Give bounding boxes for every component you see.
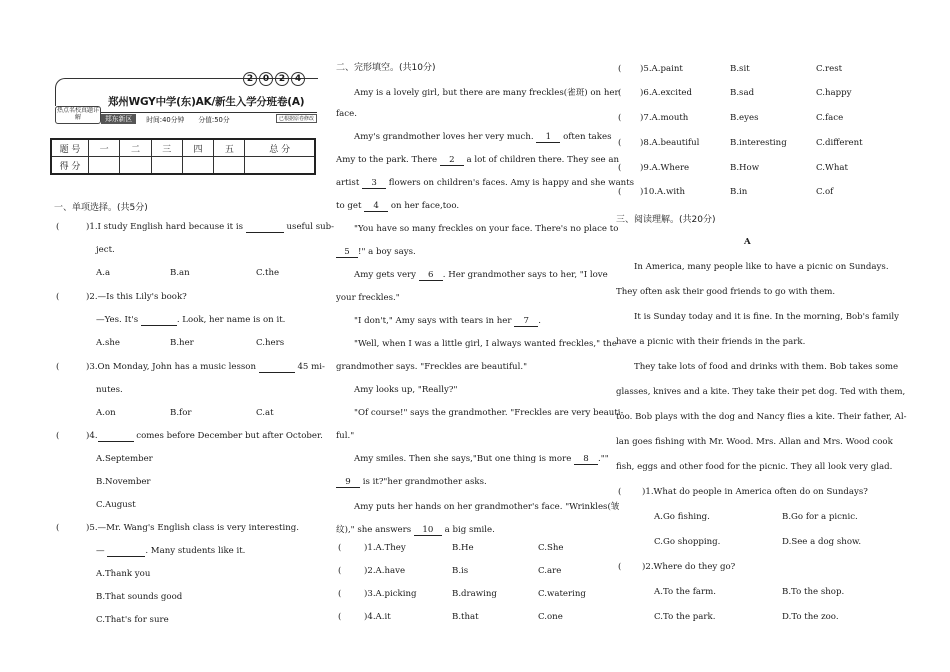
question-text: ject. [96, 245, 115, 255]
option[interactable]: B.That sounds good [96, 592, 183, 602]
option[interactable]: B.for [170, 408, 192, 418]
option[interactable]: C.different [816, 138, 863, 148]
answer-blank[interactable] [98, 431, 134, 442]
exam-header [55, 74, 317, 124]
score-input-cell[interactable] [214, 157, 245, 175]
passage-text: !" a boy says. [358, 247, 416, 257]
passage-line [354, 316, 541, 327]
answer-paren[interactable]: ( [56, 292, 60, 302]
passage-text: a big smile. [444, 525, 495, 535]
option[interactable]: B.sad [730, 88, 755, 98]
option[interactable]: B.in [730, 187, 748, 197]
passage-line: They often ask their good friends to go with them. [616, 287, 836, 297]
cloze-blank[interactable]: 8 [574, 454, 598, 465]
passage-line: "You have so many freckles on your face. There's no place to [354, 224, 619, 234]
cloze-blank[interactable]: 9 [336, 477, 360, 488]
option[interactable]: B.eyes [730, 113, 759, 123]
passage-text: 纹)," she answers [336, 525, 412, 535]
answer-paren[interactable]: ( [618, 64, 622, 74]
score-input-cell[interactable] [89, 157, 120, 175]
year-digit: 2 [243, 72, 257, 86]
passage-line: "Of course!" says the grandmother. "Freckles are very beauti- [354, 408, 624, 418]
option[interactable]: C.She [538, 543, 564, 553]
passage-line: In America, many people like to have a picnic on Sundays. [634, 262, 889, 272]
passage-line: have a picnic with their friends in the park. [616, 337, 806, 347]
answer-paren[interactable]: ( [618, 138, 622, 148]
score-input-cell[interactable] [245, 157, 315, 175]
passage-line: They take lots of food and drinks with them. Bob takes some [634, 362, 899, 372]
table-cell: 题 号 [51, 139, 89, 157]
table-cell: 四 [182, 139, 213, 157]
option[interactable]: B.her [170, 338, 194, 348]
option[interactable]: C.the [256, 268, 280, 278]
cloze-blank[interactable]: 6 [419, 270, 443, 281]
passage-text: Amy to the park. There [336, 155, 438, 165]
passage-line: It is Sunday today and it is fine. In the morning, Bob's family [634, 312, 899, 322]
score-table-score-row [51, 157, 315, 175]
option[interactable]: C.August [96, 500, 136, 510]
passage-line: Amy looks up, "Really?" [354, 385, 458, 395]
answer-paren[interactable]: ( [618, 562, 622, 572]
option[interactable]: B.He [452, 543, 474, 553]
part3-title: 三、阅读理解。(共20分) [616, 215, 716, 225]
question-text: )3.On Monday, John has a music lesson [86, 362, 256, 372]
question-4 [86, 431, 323, 442]
district-label: 郑东新区 [101, 114, 136, 124]
column-3 [612, 0, 907, 672]
option[interactable]: )3.A.picking [364, 589, 417, 599]
part2-title: 二、完形填空。(共10分) [336, 63, 436, 73]
question-3 [86, 362, 325, 373]
passage-text: to get [336, 201, 362, 211]
table-cell: 三 [151, 139, 182, 157]
option[interactable]: B.sit [730, 64, 750, 74]
cloze-blank[interactable]: 3 [362, 178, 386, 189]
answer-blank[interactable] [259, 362, 295, 373]
cloze-blank[interactable]: 2 [440, 155, 464, 166]
question-text [96, 546, 245, 557]
option[interactable]: C.happy [816, 88, 852, 98]
passage-text: on her face,too. [390, 201, 460, 211]
passage-line [336, 155, 619, 166]
answer-paren[interactable]: ( [56, 222, 60, 232]
answer-paren[interactable]: ( [338, 543, 342, 553]
passage-line: too. Bob plays with the dog and Nancy flies a kite. Their father, Al- [616, 412, 907, 422]
passage-line: grandmother says. "Freckles are beautiful." [336, 362, 528, 372]
passage-line [336, 247, 416, 258]
table-cell: 一 [89, 139, 120, 157]
option[interactable]: )7.A.mouth [640, 113, 689, 123]
question-text: comes before December but after October. [136, 431, 323, 441]
passage-line [336, 477, 487, 488]
question-text: 45 mi- [297, 362, 325, 372]
option[interactable]: A.To the farm. [654, 587, 717, 597]
option[interactable]: )6.A.excited [640, 88, 693, 98]
option[interactable]: A.on [96, 408, 116, 418]
option[interactable]: D.To the zoo. [782, 612, 839, 622]
question-1 [86, 222, 334, 233]
answer-paren[interactable]: ( [338, 589, 342, 599]
answer-paren[interactable]: ( [56, 362, 60, 372]
year-badge [243, 72, 305, 86]
option[interactable]: A.a [96, 268, 111, 278]
option[interactable]: C.one [538, 612, 563, 622]
score-table-header-row [51, 139, 315, 157]
option[interactable]: )1.A.They [364, 543, 406, 553]
option[interactable]: )2.A.have [364, 566, 406, 576]
passage-line [354, 270, 608, 281]
table-cell: 得 分 [51, 157, 89, 175]
table-cell: 二 [120, 139, 151, 157]
answer-paren[interactable]: ( [618, 163, 622, 173]
header-tag: 热点名校真题详解 [55, 106, 101, 124]
table-cell: 五 [214, 139, 245, 157]
option[interactable]: C.watering [538, 589, 586, 599]
answer-paren[interactable]: ( [618, 187, 622, 197]
option[interactable]: B.an [170, 268, 190, 278]
column-1 [50, 0, 335, 672]
passage-line [336, 178, 634, 189]
question-text: — [96, 546, 105, 556]
column-2 [332, 0, 635, 672]
answer-paren[interactable]: ( [618, 113, 622, 123]
passage-line [336, 201, 459, 212]
option[interactable]: B.drawing [452, 589, 497, 599]
passage-line [336, 523, 495, 536]
option[interactable]: B.To the shop. [782, 587, 845, 597]
question-text: )2.—Is this Lily's book? [86, 292, 187, 302]
option[interactable]: C.That's for sure [96, 615, 169, 625]
option[interactable]: D.See a dog show. [782, 537, 862, 547]
passage-text: "I don't," Amy says with tears in her [354, 316, 512, 326]
answer-paren[interactable]: ( [338, 612, 342, 622]
cloze-blank[interactable]: 5 [336, 247, 358, 258]
option[interactable]: A.Thank you [96, 569, 151, 579]
option[interactable]: B.Go for a picnic. [782, 512, 858, 522]
question-text: useful sub- [286, 222, 335, 232]
answer-paren[interactable]: ( [56, 431, 60, 441]
question-text: )1.What do people in America often do on Sundays? [642, 487, 868, 497]
question-text [96, 315, 285, 326]
passage-text: . [538, 316, 541, 326]
cloze-blank[interactable]: 10 [414, 525, 442, 536]
passage-line: lan goes fishing with Mr. Wood. Mrs. Allan and Mrs. Wood cook [616, 437, 893, 447]
option[interactable]: A.she [96, 338, 120, 348]
passage-text: flowers on children's faces. Amy is happy and she wants [388, 178, 635, 188]
passage-line: fish, eggs and other food for the picnic. They all look very glad. [616, 462, 893, 472]
answer-blank[interactable] [141, 315, 177, 326]
option[interactable]: )8.A.beautiful [640, 138, 700, 148]
passage-text: Amy smiles. Then she says,"But one thing is more [354, 454, 572, 464]
passage-line [354, 454, 609, 465]
question-text: )2.Where do they go? [642, 562, 736, 572]
option[interactable]: C.Go shopping. [654, 537, 721, 547]
option[interactable]: B.is [452, 566, 469, 576]
option[interactable]: C.are [538, 566, 562, 576]
passage-line: face. [336, 109, 357, 119]
question-text: )1.I study English hard because it is [86, 222, 244, 232]
option[interactable]: )9.A.Where [640, 163, 690, 173]
passage-line: glasses, knives and a kite. They take their pet dog. Ted with them, [616, 387, 906, 397]
question-text: nutes. [96, 385, 123, 395]
passage-text: Amy gets very [354, 270, 417, 280]
answer-paren[interactable]: ( [56, 523, 60, 533]
passage-line [354, 132, 612, 143]
passage-text: . Her grandmother says to her, "I love [442, 270, 608, 280]
option[interactable]: B.that [452, 612, 479, 622]
total-score-label: 分值:50分 [198, 115, 230, 124]
passage-text: Amy's grandmother loves her very much. [354, 132, 534, 142]
passage-text: a lot of children there. They see an [466, 155, 620, 165]
passage-title: A [744, 237, 751, 247]
option[interactable]: C.of [816, 187, 834, 197]
option[interactable]: C.rest [816, 64, 843, 74]
option[interactable]: C.at [256, 408, 274, 418]
score-input-cell[interactable] [151, 157, 182, 175]
answer-paren[interactable]: ( [618, 487, 622, 497]
passage-text: is it?"her grandmother asks. [362, 477, 487, 487]
option[interactable]: A.Go fishing. [654, 512, 710, 522]
revision-note: 已根据原卷修改 [276, 114, 317, 123]
passage-line: ful." [336, 431, 355, 441]
passage-text: often takes [563, 132, 612, 142]
answer-paren[interactable]: ( [618, 88, 622, 98]
header-info-bar [101, 112, 317, 124]
question-text: )4. [86, 431, 98, 441]
passage-text: artist [336, 178, 360, 188]
passage-line: "Well, when I was a little girl, I always wanted freckles," the [354, 339, 617, 349]
question-text: . Many students like it. [145, 546, 246, 556]
question-text: )5.—Mr. Wang's English class is very interesting. [86, 523, 299, 533]
score-input-cell[interactable] [120, 157, 151, 175]
table-cell: 总 分 [245, 139, 315, 157]
passage-text: ."" [598, 454, 609, 464]
option[interactable]: C.To the park. [654, 612, 716, 622]
part1-title: 一、单项选择。(共5分) [54, 203, 148, 213]
cloze-blank[interactable]: 4 [364, 201, 388, 212]
score-input-cell[interactable] [182, 157, 213, 175]
passage-line: Amy puts her hands on her grandmother's face. "Wrinkles(皱 [354, 502, 620, 512]
answer-paren[interactable]: ( [338, 566, 342, 576]
year-digit: 4 [291, 72, 305, 86]
option[interactable]: A.September [96, 454, 153, 464]
option[interactable]: B.November [96, 477, 151, 487]
cloze-blank[interactable]: 7 [514, 316, 538, 327]
question-text: . Look, her name is on it. [176, 315, 286, 325]
option[interactable]: C.hers [256, 338, 285, 348]
question-text: —Yes. It's [96, 315, 139, 325]
option[interactable]: C.face [816, 113, 844, 123]
answer-blank[interactable] [107, 546, 145, 557]
option[interactable]: C.What [816, 163, 848, 173]
option[interactable]: )10.A.with [640, 187, 686, 197]
answer-blank[interactable] [246, 222, 284, 233]
cloze-blank[interactable]: 1 [536, 132, 560, 143]
option[interactable]: B.interesting [730, 138, 787, 148]
option[interactable]: B.How [730, 163, 760, 173]
year-digit: 2 [275, 72, 289, 86]
option[interactable]: )4.A.it [364, 612, 391, 622]
passage-line: Amy is a lovely girl, but there are many freckles(雀斑) on her [354, 88, 619, 98]
option[interactable]: )5.A.paint [640, 64, 683, 74]
passage-line: your freckles." [336, 293, 400, 303]
year-digit: 0 [259, 72, 273, 86]
time-label: 时间:40分钟 [146, 115, 185, 124]
score-table [50, 138, 316, 175]
exam-title: 郑州WGY中学(东)AK/新生入学分班卷(A) [108, 96, 305, 108]
